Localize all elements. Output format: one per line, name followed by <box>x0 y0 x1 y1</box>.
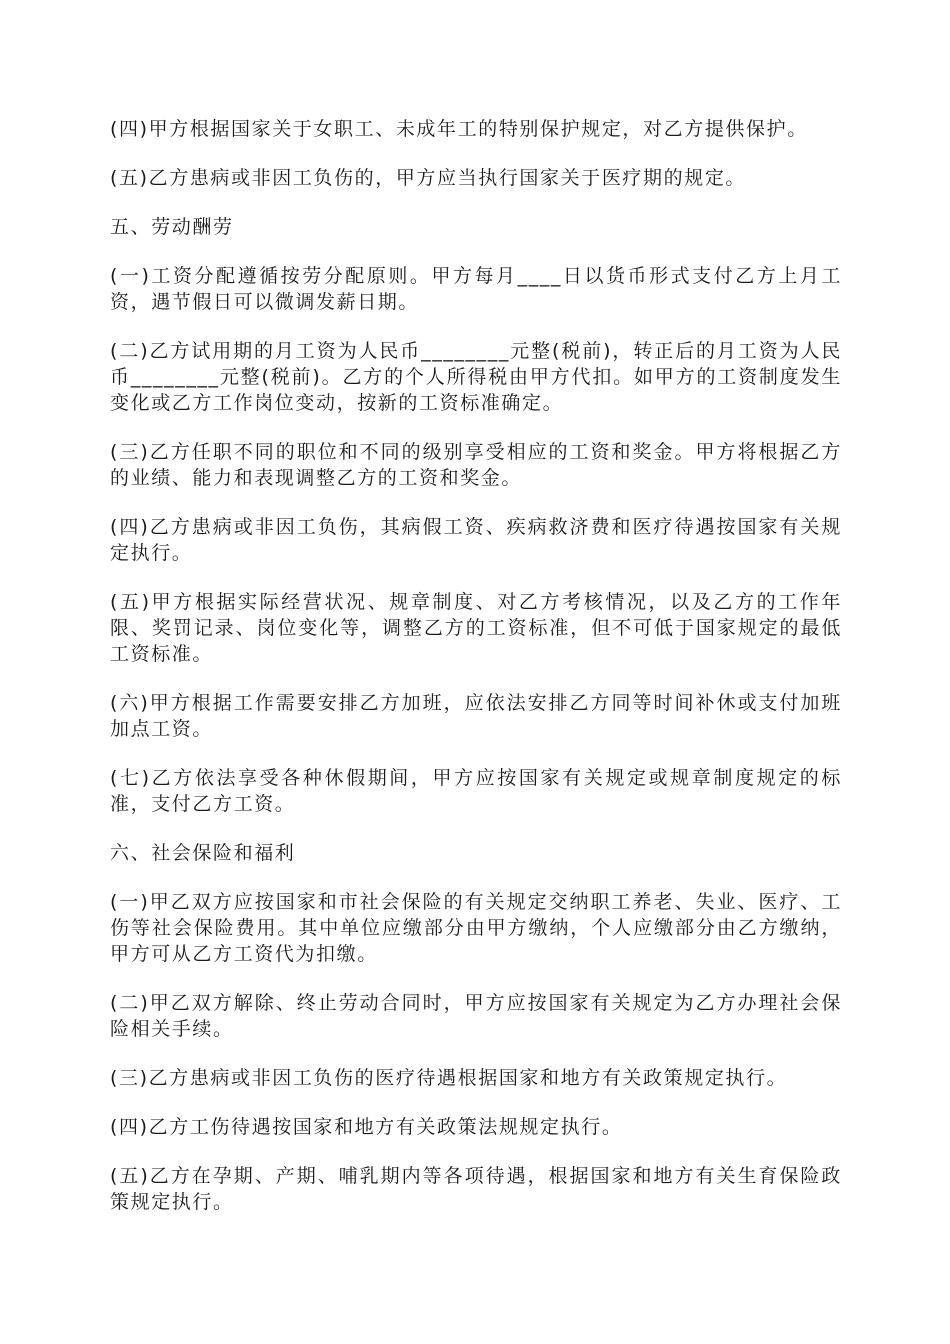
paragraph-5-2: (二)乙方试用期的月工资为人民币________元整(税前)，转正后的月工资为人民币________元整(税前)。乙方的个人所得税由甲方代扣。如甲方的工资制度发生变化或乙方工作岗位变动，按新的工资标准确定。 <box>110 340 842 414</box>
paragraph-5-5: (五)甲方根据实际经营状况、规章制度、对乙方考核情况，以及乙方的工作年限、奖罚记录、岗位变化等，调整乙方的工资标准，但不可低于国家规定的最低工资标准。 <box>110 591 842 665</box>
paragraph-4-5: (五)乙方患病或非因工负伤的，甲方应当执行国家关于医疗期的规定。 <box>110 167 747 189</box>
paragraph-5-6: (六)甲方根据工作需要安排乙方加班，应依法安排乙方同等时间补休或支付加班加点工资。 <box>110 692 842 740</box>
paragraph-5-1: (一)工资分配遵循按劳分配原则。甲方每月____日以货币形式支付乙方上月工资，遇节假日可以微调发薪日期。 <box>110 265 842 313</box>
paragraph-6-1: (一)甲乙双方应按国家和市社会保险的有关规定交纳职工养老、失业、医疗、工伤等社会保险费用。其中单位应缴部分由甲方缴纳，个人应缴部分由乙方缴纳，甲方可从乙方工资代为扣缴。 <box>110 891 842 965</box>
paragraph-5-3: (三)乙方任职不同的职位和不同的级别享受相应的工资和奖金。甲方将根据乙方的业绩、能力和表现调整乙方的工资和奖金。 <box>110 441 842 489</box>
paragraph-5-4: (四)乙方患病或非因工负伤，其病假工资、疾病救济费和医疗待遇按国家有关规定执行。 <box>110 516 842 564</box>
document-page <box>110 116 842 1238</box>
paragraph-4-4: (四)甲方根据国家关于女职工、未成年工的特别保护规定，对乙方提供保护。 <box>110 118 808 140</box>
section-heading-6: 六、社会保险和福利 <box>110 842 296 864</box>
paragraph-6-5: (五)乙方在孕期、产期、哺乳期内等各项待遇，根据国家和地方有关生育保险政策规定执行。 <box>110 1165 842 1213</box>
paragraph-5-7: (七)乙方依法享受各种休假期间，甲方应按国家有关规定或规章制度规定的标准，支付乙方工资。 <box>110 767 842 815</box>
paragraph-6-4: (四)乙方工伤待遇按国家和地方有关政策法规规定执行。 <box>110 1116 623 1138</box>
paragraph-6-3: (三)乙方患病或非因工负伤的医疗待遇根据国家和地方有关政策规定执行。 <box>110 1067 788 1089</box>
paragraph-6-2: (二)甲乙双方解除、终止劳动合同时，甲方应按国家有关规定为乙方办理社会保险相关手续。 <box>110 992 842 1040</box>
section-heading-5: 五、劳动酬劳 <box>110 216 234 238</box>
